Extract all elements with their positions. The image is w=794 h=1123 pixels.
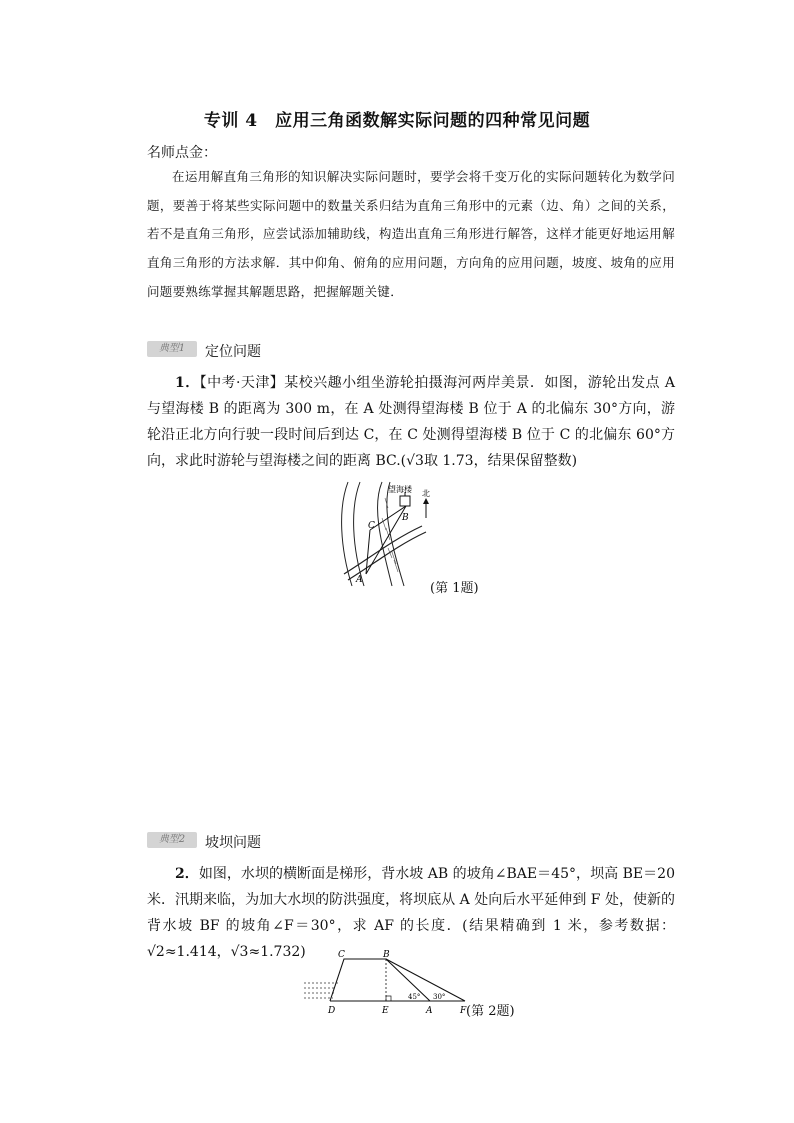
water-hatch bbox=[304, 983, 338, 998]
segment-ab bbox=[366, 506, 406, 574]
problem-1-source: 【中考·天津】 bbox=[199, 375, 285, 391]
label-angle-30: 30° bbox=[433, 993, 446, 1001]
section-badge-2: 典型2 bbox=[147, 832, 197, 848]
label-e: E bbox=[382, 1006, 389, 1016]
teacher-tips-label: 名师点金： bbox=[147, 145, 217, 161]
label-north: 北 bbox=[422, 489, 430, 498]
right-angle-mark bbox=[386, 996, 391, 1001]
building-icon bbox=[400, 496, 410, 506]
figure-1-river-map bbox=[330, 478, 460, 590]
problem-2-text: 如图，水坝的横断面是梯形，背水坡 AB 的坡角∠BAE＝45°，坝高 BE＝20 米．汛期来临，为加大水坝的防洪强度，将坝底从 A 处向后水平延伸到 F 处，使新的背水坡 BF 的坡角∠F＝30°，求 AF 的长度．(结果精确到 1 米，参考数据：√2≈1.414，√3≈1.732) bbox=[147, 866, 675, 960]
new-slope-bf bbox=[386, 959, 465, 1001]
problem-2-number: 2． bbox=[175, 866, 199, 882]
segment-cb bbox=[370, 506, 406, 530]
section-title-dam: 坡坝问题 bbox=[205, 835, 261, 851]
intro-paragraph: 在运用解直角三角形的知识解决实际问题时，要学会将千变万化的实际问题转化为数学问题，要善于将某些实际问题中的数量关系归结为直角三角形中的元素（边、角）之间的关系，若不是直角三角形，应尝试添加辅助线，构造出直角三角形进行解答，这样才能更好地运用解直角三角形的方法求解．其中仰角、俯角的应用问题，方向角的应用问题，坡度、坡角的应用问题要熟练掌握其解题思路，把握解题关键． bbox=[147, 169, 675, 299]
label-building: 望海楼 bbox=[388, 485, 412, 494]
label-b: B bbox=[383, 950, 390, 960]
problem-1-text: 某校兴趣小组坐游轮拍摄海河两岸美景．如图，游轮出发点 A 与望海楼 B 的距离为 300 m，在 A 处测得望海楼 B 位于 A 的北偏东 30°方向，游轮沿正北方向行驶一段时间后到达 C，在 C 处测得望海楼 B 位于 C 的北偏东 60°方向，求此时游轮与望海楼之间的距离 BC.(√3取 1.73，结果保留整数) bbox=[147, 375, 676, 469]
label-a: A bbox=[426, 1006, 433, 1016]
label-angle-45: 45° bbox=[408, 993, 421, 1001]
problem-1-number: 1． bbox=[175, 375, 200, 391]
figure-1-caption: (第 1题) bbox=[430, 581, 479, 596]
label-d: D bbox=[328, 1006, 336, 1016]
page-title: 专训 4 应用三角函数解实际问题的四种常见问题 bbox=[203, 111, 591, 131]
problem-1 bbox=[147, 370, 675, 474]
figure-2-caption: (第 2题) bbox=[466, 1004, 515, 1019]
section-badge-1: 典型1 bbox=[147, 341, 197, 357]
label-a: A bbox=[356, 575, 363, 585]
figure-2-dam-cross-section bbox=[300, 947, 480, 1019]
label-b: B bbox=[402, 513, 409, 523]
section-title-positioning: 定位问题 bbox=[205, 344, 261, 360]
label-f: F bbox=[460, 1006, 467, 1016]
label-c: C bbox=[338, 950, 345, 960]
label-c: C bbox=[368, 521, 375, 531]
